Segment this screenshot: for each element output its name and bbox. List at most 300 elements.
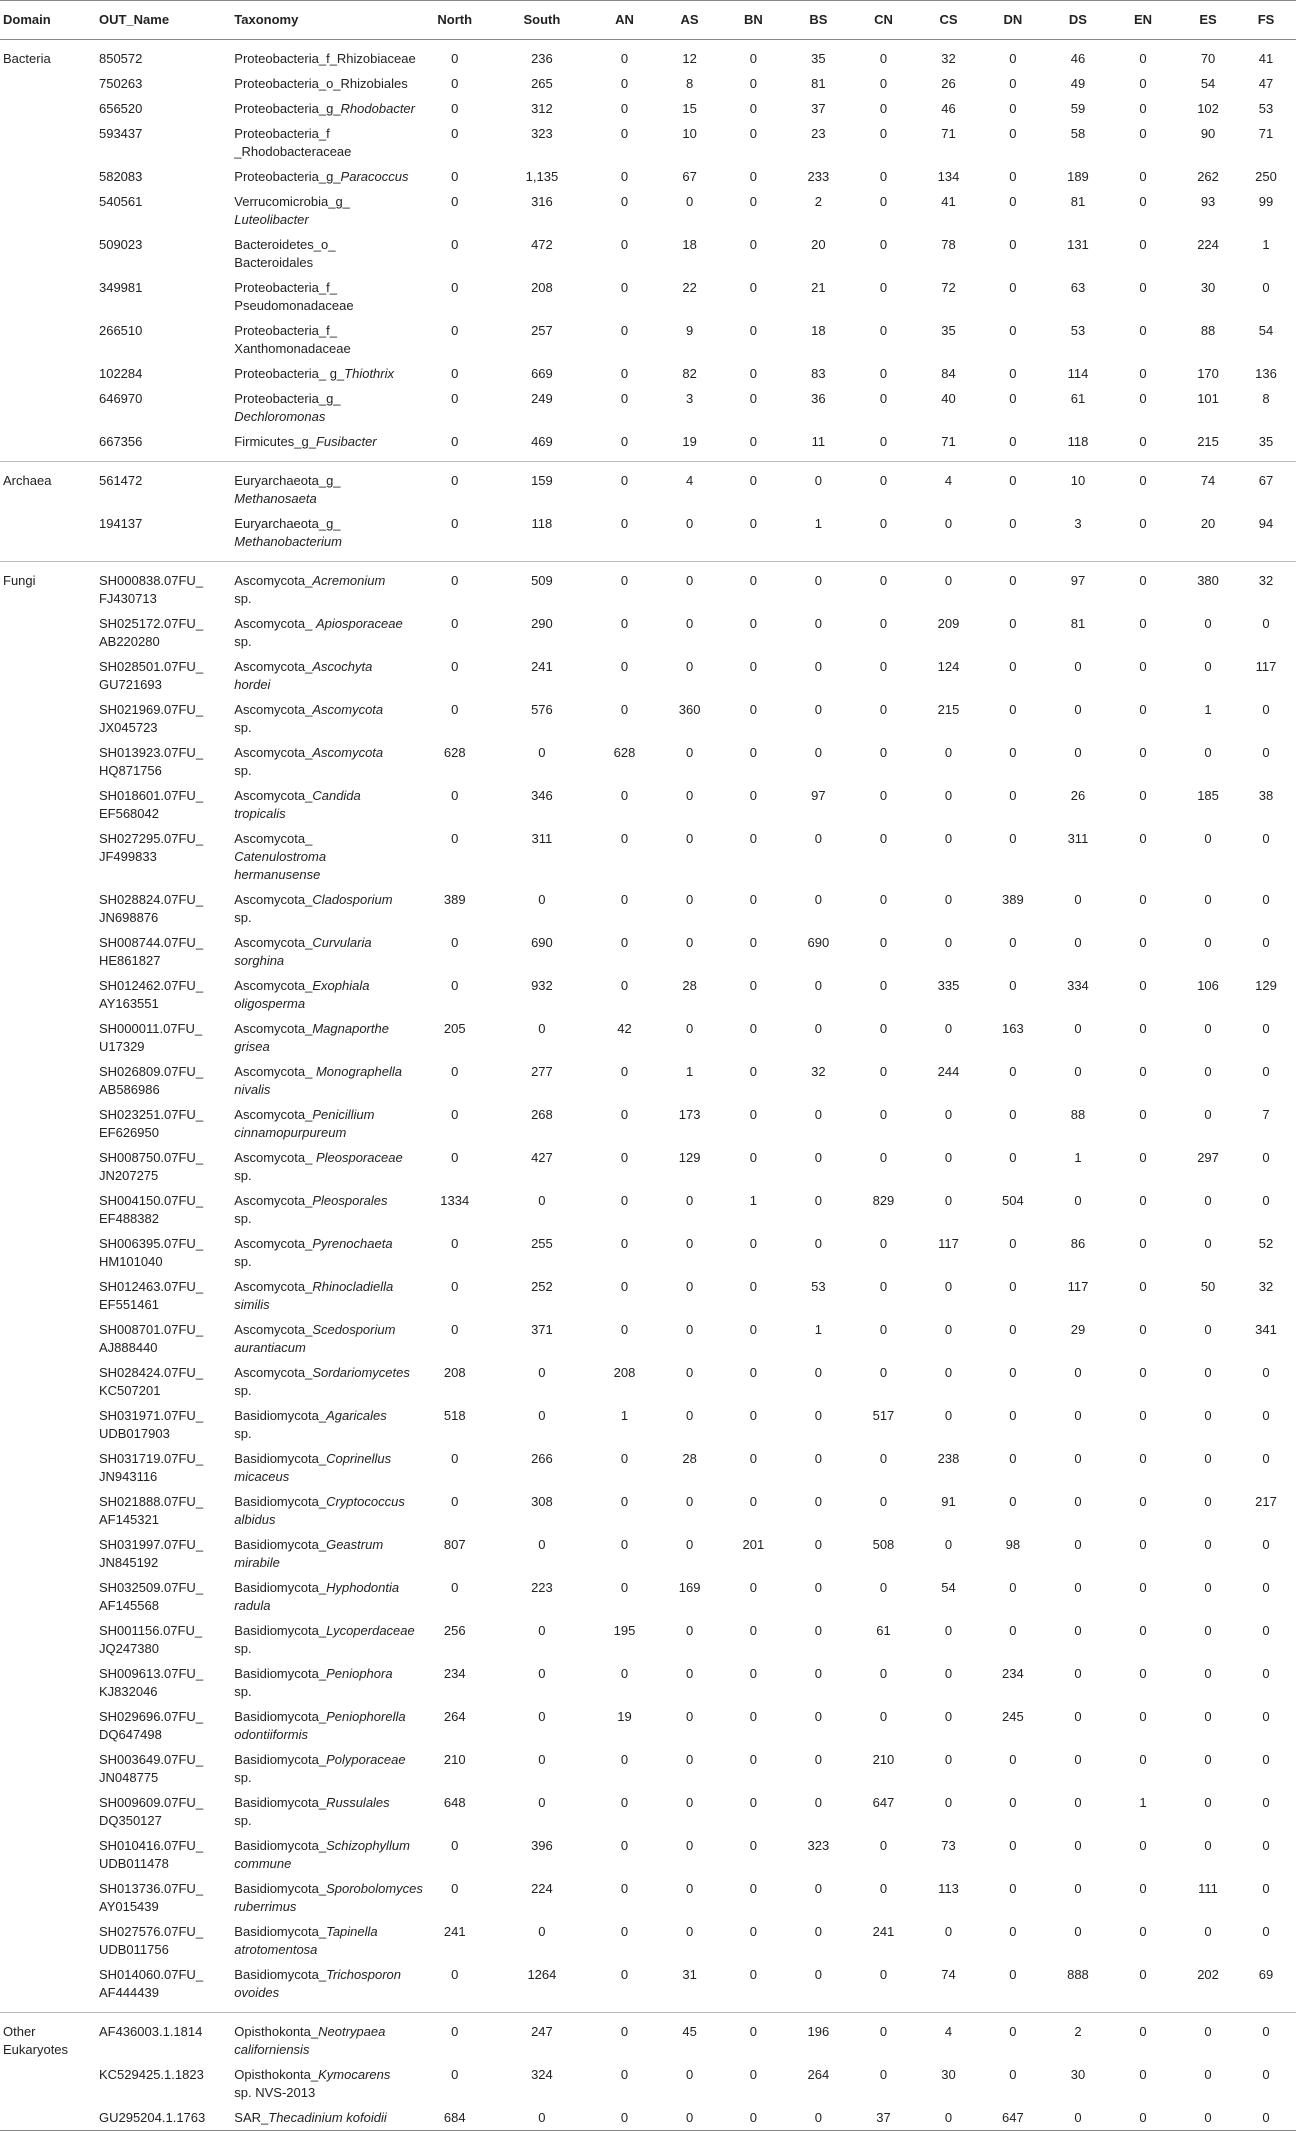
out-name-cell: 667356 <box>95 429 230 462</box>
value-cell-en: 0 <box>1139 1021 1147 1036</box>
value-cell-dn: 0 <box>1009 1279 1017 1294</box>
value-cell-dn: 0 <box>1009 1494 1017 1509</box>
value-cell-fs: 0 <box>1262 616 1270 631</box>
domain-cell <box>0 275 95 318</box>
taxonomy-cell: Basidiomycota_Peniophora sp. <box>234 1666 393 1699</box>
value-cell-es: 215 <box>1180 429 1236 462</box>
taxonomy-cell: Ascomycota_Candida tropicalis <box>234 788 361 821</box>
value-cell-north: 0 <box>411 429 498 462</box>
value-cell-es: 0 <box>1204 616 1212 631</box>
value-cell-cs: 40 <box>941 391 956 406</box>
value-cell-cn: 0 <box>879 1881 888 1896</box>
value-cell-south: 265 <box>531 76 553 91</box>
value-cell-dn: 0 <box>1009 391 1017 406</box>
value-cell-bn: 0 <box>749 659 757 674</box>
value-cell-cs: 41 <box>941 194 956 209</box>
value-cell-south: 266 <box>531 1451 553 1466</box>
domain-cell <box>0 1833 95 1876</box>
value-cell-dn: 0 <box>1009 573 1017 588</box>
value-cell-dn: 0 <box>1009 1752 1017 1767</box>
value-cell-an: 0 <box>620 126 629 141</box>
value-cell-bs: 0 <box>814 702 823 717</box>
column-header-north: North <box>411 1 498 40</box>
value-cell-es: 50 <box>1200 1279 1216 1294</box>
domain-cell <box>0 1059 95 1102</box>
value-cell-dn: 0 <box>1009 51 1017 66</box>
value-cell-bs: 0 <box>814 1580 823 1595</box>
value-cell-bn: 0 <box>749 1236 757 1251</box>
value-cell-cs: 0 <box>944 1322 953 1337</box>
value-cell-ds: 131 <box>1067 237 1089 252</box>
value-cell-dn: 98 <box>1005 1537 1021 1552</box>
table-row <box>0 1704 1296 1747</box>
value-cell-as: 0 <box>685 1279 694 1294</box>
domain-cell <box>0 1876 95 1919</box>
value-cell-an: 0 <box>620 788 629 803</box>
out-name-cell: 349981 <box>98 280 143 295</box>
value-cell-as: 0 <box>685 1795 694 1810</box>
value-cell-bs: 0 <box>814 1408 823 1423</box>
value-cell-es: 0 <box>1204 1709 1212 1724</box>
value-cell-ds: 0 <box>1074 892 1082 907</box>
value-cell-as: 0 <box>685 1881 694 1896</box>
value-cell-south: 247 <box>531 2024 553 2039</box>
value-cell-as: 360 <box>678 702 701 717</box>
value-cell-an: 0 <box>620 237 629 252</box>
taxonomy-cell: Basidiomycota_Trichosporon ovoides <box>230 1962 411 2013</box>
value-cell-an: 0 <box>620 935 629 950</box>
value-cell-an: 0 <box>620 1236 629 1251</box>
value-cell-cn: 0 <box>879 51 888 66</box>
column-header-dn: DN <box>976 1 1050 40</box>
domain-cell <box>0 1919 95 1962</box>
value-cell-cs: 84 <box>941 366 956 381</box>
value-cell-en: 0 <box>1139 1365 1147 1380</box>
taxonomy-cell: Opisthokonta_Neotrypaea californiensis <box>234 2024 386 2057</box>
value-cell-es: 0 <box>1204 1236 1212 1251</box>
value-cell-north: 0 <box>451 659 459 674</box>
out-name-cell: SH031719.07FU_ JN943116 <box>98 1451 204 1484</box>
value-cell-en: 0 <box>1139 1193 1147 1208</box>
column-header-taxonomy: Taxonomy <box>230 1 411 40</box>
value-cell-cs: 0 <box>944 573 953 588</box>
domain-cell <box>0 1532 95 1575</box>
value-cell-an: 0 <box>620 1537 629 1552</box>
value-cell-es: 0 <box>1204 2024 1212 2039</box>
value-cell-dn: 0 <box>1009 1322 1017 1337</box>
value-cell-as: 129 <box>678 1150 701 1165</box>
value-cell-cn: 0 <box>879 237 888 252</box>
value-cell-dn: 0 <box>1009 1451 1017 1466</box>
value-cell-bn: 0 <box>749 978 757 993</box>
value-cell-bn: 0 <box>749 745 757 760</box>
value-cell-ds: 0 <box>1074 1365 1082 1380</box>
value-cell-an: 0 <box>620 323 629 338</box>
table-row <box>0 275 1296 318</box>
value-cell-es: 0 <box>1204 1064 1212 1079</box>
value-cell-dn: 0 <box>1009 1365 1017 1380</box>
value-cell-en: 0 <box>1139 831 1147 846</box>
value-cell-bn: 0 <box>749 2024 757 2039</box>
value-cell-en: 0 <box>1139 194 1147 209</box>
value-cell-cn: 517 <box>872 1408 895 1423</box>
value-cell-en: 0 <box>1139 1322 1147 1337</box>
table-row <box>0 1016 1296 1059</box>
value-cell-bn: 0 <box>749 1021 757 1036</box>
value-cell-north: 0 <box>451 1236 459 1251</box>
value-cell-cn: 0 <box>879 126 888 141</box>
value-cell-es: 0 <box>1204 745 1212 760</box>
value-cell-cs: 0 <box>944 1666 953 1681</box>
value-cell-north: 628 <box>443 745 466 760</box>
value-cell-ds: 0 <box>1074 1064 1082 1079</box>
value-cell-an: 0 <box>620 702 629 717</box>
value-cell-es: 30 <box>1200 280 1216 295</box>
table-row <box>0 96 1296 121</box>
value-cell-ds: 81 <box>1070 194 1086 209</box>
value-cell-as: 15 <box>682 101 697 116</box>
value-cell-bs: 0 <box>814 1924 823 1939</box>
value-cell-fs: 0 <box>1262 892 1270 907</box>
value-cell-dn: 0 <box>1009 745 1017 760</box>
value-cell-north: 0 <box>451 1107 459 1122</box>
domain-cell <box>0 930 95 973</box>
domain-cell <box>0 429 95 462</box>
value-cell-fs: 0 <box>1262 2024 1270 2039</box>
value-cell-en: 0 <box>1139 1064 1147 1079</box>
value-cell-cs: 78 <box>941 237 956 252</box>
value-cell-cs: 244 <box>937 1064 960 1079</box>
value-cell-fs: 8 <box>1262 391 1270 406</box>
value-cell-as: 22 <box>682 280 697 295</box>
value-cell-north: 0 <box>451 788 459 803</box>
value-cell-dn: 0 <box>1009 1838 1017 1853</box>
table-row <box>0 1618 1296 1661</box>
value-cell-an: 0 <box>620 1838 629 1853</box>
value-cell-an: 1 <box>620 1408 629 1423</box>
value-cell-ds: 0 <box>1074 1537 1082 1552</box>
column-header-out-name: OUT_Name <box>95 1 230 40</box>
value-cell-ds: 0 <box>1074 1623 1082 1638</box>
value-cell-cn: 0 <box>879 702 888 717</box>
value-cell-north: 0 <box>451 935 459 950</box>
table-row <box>0 1747 1296 1790</box>
value-cell-an: 0 <box>620 169 629 184</box>
table-row <box>0 40 1296 72</box>
value-cell-fs: 0 <box>1262 702 1270 717</box>
value-cell-es: 101 <box>1197 391 1219 406</box>
value-cell-ds: 0 <box>1074 935 1082 950</box>
value-cell-as: 173 <box>678 1107 701 1122</box>
taxonomy-cell: Basidiomycota_Agaricales sp. <box>234 1408 387 1441</box>
value-cell-an: 0 <box>620 1752 629 1767</box>
value-cell-an: 0 <box>620 101 629 116</box>
value-cell-cn: 0 <box>879 280 888 295</box>
value-cell-bs: 264 <box>807 2067 830 2082</box>
value-cell-south: 241 <box>531 659 553 674</box>
value-cell-bn: 0 <box>749 1107 757 1122</box>
value-cell-es: 0 <box>1204 1322 1212 1337</box>
value-cell-fs: 0 <box>1262 1709 1270 1724</box>
value-cell-north: 0 <box>451 101 459 116</box>
value-cell-as: 10 <box>682 126 697 141</box>
out-name-cell: SH021888.07FU_ AF145321 <box>98 1494 204 1527</box>
value-cell-an: 0 <box>620 1924 629 1939</box>
value-cell-cn: 0 <box>879 831 888 846</box>
value-cell-south: 932 <box>531 978 553 993</box>
value-cell-cs: 0 <box>944 1021 953 1036</box>
value-cell-bs: 1 <box>791 511 846 562</box>
value-cell-north: 0 <box>451 1580 459 1595</box>
value-cell-cs: 335 <box>937 978 960 993</box>
value-cell-cs: 54 <box>941 1580 956 1595</box>
domain-cell <box>0 654 95 697</box>
table-row <box>0 1446 1296 1489</box>
table-row <box>0 1231 1296 1274</box>
value-cell-an: 195 <box>613 1623 636 1638</box>
value-cell-bn: 0 <box>749 892 757 907</box>
table-row <box>0 1059 1296 1102</box>
value-cell-bs: 0 <box>814 1494 823 1509</box>
value-cell-cs: 0 <box>944 1150 953 1165</box>
out-name-cell: SH004150.07FU_ EF488382 <box>98 1193 204 1226</box>
out-name-cell: 540561 <box>98 194 143 209</box>
value-cell-dn: 0 <box>1009 1150 1017 1165</box>
table-row <box>0 930 1296 973</box>
value-cell-bn: 0 <box>749 76 757 91</box>
value-cell-es: 0 <box>1204 1580 1212 1595</box>
value-cell-en: 0 <box>1139 1752 1147 1767</box>
value-cell-as: 0 <box>685 659 694 674</box>
domain-cell <box>0 973 95 1016</box>
value-cell-dn: 0 <box>1009 101 1017 116</box>
value-cell-as: 31 <box>664 1962 716 2013</box>
value-cell-cs: 35 <box>941 323 956 338</box>
value-cell-south: 255 <box>531 1236 553 1251</box>
value-cell-as: 0 <box>685 1623 694 1638</box>
value-cell-dn: 245 <box>1002 1709 1024 1724</box>
domain-cell <box>0 1317 95 1360</box>
value-cell-north: 0 <box>451 1881 459 1896</box>
taxonomy-cell: Proteobacteria_g_ Dechloromonas <box>234 391 341 424</box>
value-cell-as: 8 <box>685 76 694 91</box>
value-cell-es: 0 <box>1204 935 1212 950</box>
taxonomy-cell: Euryarchaeota_g_ Methanobacterium <box>230 511 411 562</box>
value-cell-bn: 0 <box>749 280 757 295</box>
value-cell-ds: 53 <box>1070 323 1086 338</box>
value-cell-bn: 0 <box>749 831 757 846</box>
out-name-cell: SH032509.07FU_ AF145568 <box>98 1580 204 1613</box>
out-name-cell: SH001156.07FU_ JQ247380 <box>98 1623 203 1656</box>
out-name-cell: 509023 <box>98 237 143 252</box>
value-cell-north: 0 <box>451 169 459 184</box>
value-cell-an: 0 <box>586 1962 664 2013</box>
value-cell-fs: 99 <box>1258 194 1274 209</box>
value-cell-es: 20 <box>1180 511 1236 562</box>
value-cell-north: 0 <box>451 831 459 846</box>
value-cell-an: 0 <box>586 511 664 562</box>
value-cell-cs: 4 <box>944 2024 953 2039</box>
value-cell-es: 0 <box>1204 1494 1212 1509</box>
value-cell-bn: 0 <box>749 169 757 184</box>
value-cell-as: 169 <box>678 1580 701 1595</box>
value-cell-cn: 241 <box>872 1924 895 1939</box>
value-cell-cs: 73 <box>941 1838 956 1853</box>
value-cell-south: 277 <box>531 1064 553 1079</box>
value-cell-ds: 0 <box>1074 659 1082 674</box>
value-cell-south: 208 <box>531 280 553 295</box>
value-cell-cs: 0 <box>944 1752 953 1767</box>
value-cell-as: 0 <box>685 1924 694 1939</box>
value-cell-ds: 49 <box>1070 76 1086 91</box>
value-cell-cn: 0 <box>879 1580 888 1595</box>
value-cell-bs: 23 <box>811 126 826 141</box>
value-cell-cn: 0 <box>879 788 888 803</box>
column-header-an: AN <box>586 1 664 40</box>
value-cell-cn: 0 <box>879 391 888 406</box>
table-row <box>0 826 1296 887</box>
taxonomy-cell: Proteobacteria_f_ Pseudomonadaceae <box>234 280 354 313</box>
value-cell-as: 3 <box>685 391 694 406</box>
value-cell-fs: 32 <box>1258 1279 1274 1294</box>
value-cell-cn: 210 <box>872 1752 895 1767</box>
value-cell-bs: 0 <box>814 1107 823 1122</box>
value-cell-south: 472 <box>531 237 553 252</box>
value-cell-south: 257 <box>531 323 553 338</box>
value-cell-en: 0 <box>1139 1580 1147 1595</box>
value-cell-es: 1 <box>1204 702 1212 717</box>
value-cell-bs: 690 <box>807 935 830 950</box>
table-row <box>0 429 1296 462</box>
value-cell-north: 0 <box>451 280 459 295</box>
taxonomy-cell: Ascomycota_Cladosporium sp. <box>234 892 393 925</box>
taxonomy-cell: Ascomycota_Acremonium sp. <box>234 573 386 606</box>
value-cell-an: 0 <box>620 1150 629 1165</box>
value-cell-bn: 0 <box>749 366 757 381</box>
value-cell-es: 0 <box>1204 831 1212 846</box>
value-cell-es: 93 <box>1200 194 1216 209</box>
value-cell-bs: 0 <box>814 1709 823 1724</box>
value-cell-bs: 0 <box>814 745 823 760</box>
value-cell-en: 0 <box>1139 366 1147 381</box>
taxonomy-cell: Basidiomycota_Geastrum mirabile <box>234 1537 384 1570</box>
value-cell-bn: 0 <box>749 101 757 116</box>
value-cell-dn: 0 <box>1009 659 1017 674</box>
value-cell-as: 12 <box>682 51 697 66</box>
value-cell-es: 70 <box>1200 51 1216 66</box>
value-cell-north: 0 <box>411 1962 498 2013</box>
value-cell-cn: 0 <box>879 616 888 631</box>
table-row <box>0 232 1296 275</box>
value-cell-cs: 0 <box>944 1107 953 1122</box>
value-cell-ds: 86 <box>1070 1236 1086 1251</box>
value-cell-cs: 0 <box>944 1408 953 1423</box>
taxonomy-cell: Ascomycota_ Pleosporaceae sp. <box>234 1150 403 1183</box>
value-cell-an: 19 <box>617 1709 632 1724</box>
value-cell-fs: 94 <box>1236 511 1296 562</box>
value-cell-north: 0 <box>451 1322 459 1337</box>
value-cell-fs: 71 <box>1258 126 1274 141</box>
value-cell-bn: 0 <box>716 1962 791 2013</box>
value-cell-an: 0 <box>620 1193 629 1208</box>
value-cell-ds: 88 <box>1070 1107 1086 1122</box>
taxonomy-cell: Basidiomycota_Cryptococcus albidus <box>234 1494 405 1527</box>
table-row <box>0 654 1296 697</box>
value-cell-south: 371 <box>531 1322 553 1337</box>
value-cell-fs: 0 <box>1262 1064 1270 1079</box>
value-cell-south: 690 <box>531 935 553 950</box>
value-cell-cs: 113 <box>938 1881 959 1896</box>
out-name-cell: 593437 <box>98 126 143 141</box>
value-cell-as: 0 <box>685 194 694 209</box>
taxonomy-cell: Basidiomycota_Sporobolomyces ruberrimus <box>234 1881 423 1914</box>
value-cell-ds: 0 <box>1074 1408 1082 1423</box>
value-cell-es: 0 <box>1204 1666 1212 1681</box>
value-cell-bn: 0 <box>749 1408 757 1423</box>
taxonomy-cell: Ascomycota_Sordariomycetes sp. <box>234 1365 410 1398</box>
value-cell-as: 0 <box>685 831 694 846</box>
value-cell-fs: 117 <box>1255 659 1277 674</box>
table-row <box>0 697 1296 740</box>
value-cell-cn: 0 <box>879 366 888 381</box>
value-cell-fs: 0 <box>1262 831 1270 846</box>
table-row <box>0 121 1296 164</box>
out-name-cell: SH028501.07FU_ GU721693 <box>98 659 204 692</box>
value-cell-ds: 0 <box>1074 702 1082 717</box>
value-cell-fs: 35 <box>1236 429 1296 462</box>
value-cell-en: 0 <box>1139 169 1147 184</box>
value-cell-cs: 71 <box>921 429 976 462</box>
value-cell-bn: 0 <box>749 1580 757 1595</box>
domain-cell <box>0 1489 95 1532</box>
value-cell-cs: 4 <box>944 473 953 488</box>
value-cell-fs: 0 <box>1262 1666 1270 1681</box>
value-cell-dn: 0 <box>1009 935 1017 950</box>
value-cell-south: 576 <box>531 702 553 717</box>
value-cell-dn: 234 <box>1002 1666 1024 1681</box>
value-cell-an: 0 <box>620 194 629 209</box>
value-cell-bs: 83 <box>811 366 826 381</box>
value-cell-north: 0 <box>411 511 498 562</box>
value-cell-north: 205 <box>443 1021 466 1036</box>
table-row <box>0 1962 1296 2013</box>
value-cell-bs: 0 <box>814 1021 823 1036</box>
domain-cell <box>0 1747 95 1790</box>
out-name-cell: SH018601.07FU_ EF568042 <box>98 788 204 821</box>
value-cell-north: 0 <box>451 126 459 141</box>
taxonomy-cell: Ascomycota_Ascomycota sp. <box>234 745 384 778</box>
value-cell-bs: 0 <box>814 659 823 674</box>
value-cell-bs: 0 <box>814 1365 823 1380</box>
value-cell-cn: 0 <box>879 1107 888 1122</box>
value-cell-as: 0 <box>685 935 694 950</box>
taxonomy-cell: Basidiomycota_Russulales sp. <box>234 1795 390 1828</box>
value-cell-cs: 0 <box>944 788 953 803</box>
value-cell-en: 0 <box>1139 1709 1147 1724</box>
out-name-cell: SH008744.07FU_ HE861827 <box>98 935 204 968</box>
value-cell-fs: 217 <box>1255 1494 1277 1509</box>
value-cell-south: 223 <box>531 1580 553 1595</box>
value-cell-north: 0 <box>451 2024 459 2039</box>
value-cell-south: 0 <box>538 1795 546 1810</box>
value-cell-cs: 74 <box>921 1962 976 2013</box>
value-cell-en: 0 <box>1139 616 1147 631</box>
value-cell-bs: 1 <box>814 1322 823 1337</box>
value-cell-bn: 0 <box>749 473 757 488</box>
value-cell-ds: 0 <box>1074 1881 1082 1896</box>
domain-cell <box>0 826 95 887</box>
value-cell-cn: 0 <box>879 169 888 184</box>
